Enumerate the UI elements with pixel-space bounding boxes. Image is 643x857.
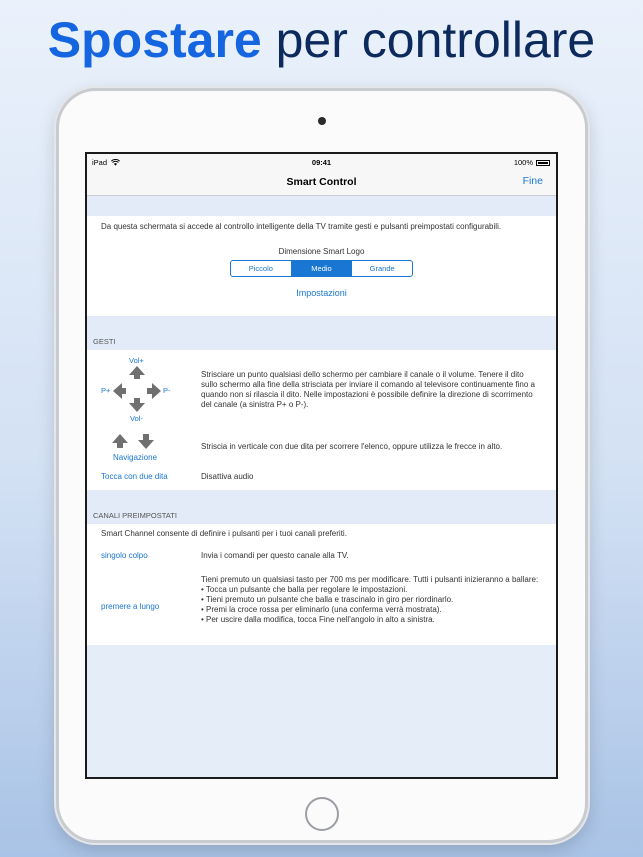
- long-press-line: Tieni premuto un qualsiasi tasto per 700 ms per modificare. Tutti i pulsanti inizieranno a ballare:: [201, 575, 539, 584]
- long-press-line: • Per uscire dalla modifica, tocca Fine nell'angolo in alto a sinistra.: [201, 615, 435, 624]
- gestures-section-header: GESTI: [87, 316, 556, 350]
- two-finger-label: Tocca con due dita: [101, 472, 168, 481]
- single-tap-label: singolo colpo: [101, 551, 148, 560]
- headline-strong: Spostare: [47, 12, 262, 68]
- channels-section-header: CANALI PREIMPOSTATI: [87, 490, 556, 524]
- long-press-description: [201, 575, 542, 625]
- segment-small[interactable]: Piccolo: [231, 261, 292, 276]
- intro-panel: [87, 216, 556, 316]
- two-finger-row: [87, 471, 556, 485]
- navigation-description: Striscia in verticale con due dita per scorrere l'elenco, oppure utilizza le frecce in alto.: [201, 442, 503, 451]
- segment-medium[interactable]: Medio: [292, 261, 353, 276]
- done-button[interactable]: Fine: [522, 175, 543, 187]
- segment-large[interactable]: Grande: [369, 264, 395, 273]
- device-name: iPad: [92, 158, 108, 167]
- dpad-down-label: Vol-: [130, 414, 143, 423]
- single-tap-description: Invia i comandi per questo canale alla TV.: [201, 551, 349, 560]
- long-press-line: • Tieni premuto un pulsante che balla e trascinalo in giro per riordinarlo.: [201, 595, 454, 604]
- channels-intro: Smart Channel consente di definire i pulsanti per i tuoi canali preferiti.: [101, 529, 347, 538]
- dpad-description: Strisciare un punto qualsiasi dello schermo per cambiare il canale o il volume. Tenere il dito sullo schermo alla fine della strisciata per inviare il comando al televisore continuamente fino a quando non si rilascia il dito. Nelle impostazioni è possibile definire la direzione di scorrimento del canale (a sinistra P+ o P-).: [201, 370, 535, 409]
- spacer-band: [87, 196, 556, 216]
- long-press-label: premere a lungo: [101, 602, 160, 611]
- app-screen: [85, 152, 558, 779]
- navigation-label: Navigazione: [113, 453, 158, 462]
- status-time: 09:41: [311, 158, 332, 167]
- status-battery: [514, 158, 550, 167]
- channels-panel: [87, 524, 556, 645]
- home-button[interactable]: [305, 797, 339, 831]
- gestures-panel: [87, 350, 556, 490]
- dpad-right-label: P-: [163, 386, 171, 395]
- intro-block: [87, 216, 556, 316]
- dpad-left-label: P+: [101, 386, 111, 395]
- navigation-arrows-icon: [112, 434, 162, 450]
- two-finger-description: Disattiva audio: [201, 472, 254, 481]
- long-press-line: • Premi la croce rossa per eliminarlo (una conferma verrà mostrata).: [201, 605, 442, 614]
- status-bar: [87, 154, 556, 170]
- smart-logo-label: Dimensione Smart Logo: [278, 246, 365, 256]
- navigation-row: [87, 432, 556, 464]
- headline: [0, 8, 643, 72]
- logo-size-segmented-control: [230, 260, 413, 277]
- camera-icon: [318, 117, 326, 125]
- dpad-row: [87, 350, 556, 432]
- battery-percent: 100%: [513, 158, 533, 167]
- long-press-line: • Tocca un pulsante che balla per regolare le impostazioni.: [201, 585, 408, 594]
- page-title: Smart Control: [286, 176, 357, 188]
- navigation-bar: [87, 170, 556, 196]
- headline-rest: per controllare: [261, 12, 596, 68]
- dpad-up-label: Vol+: [129, 356, 144, 365]
- dpad-diagram: [100, 356, 178, 422]
- intro-text: Da questa schermata si accede al controllo intelligente della TV tramite gesti e pulsanti preimpostati configurabili.: [101, 222, 502, 231]
- battery-icon: [536, 160, 550, 166]
- settings-link[interactable]: Impostazioni: [296, 288, 347, 298]
